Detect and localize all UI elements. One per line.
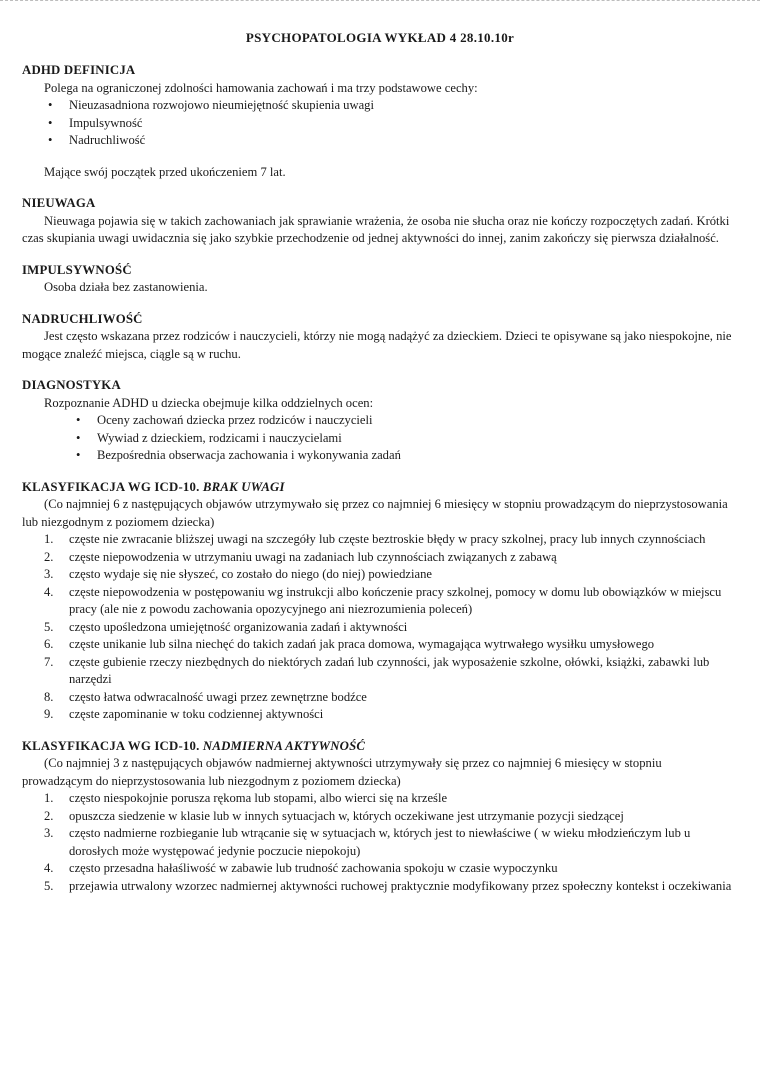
list-number: 4. <box>44 584 54 599</box>
list-number: 3. <box>44 826 54 840</box>
list-number: 7. <box>44 654 54 669</box>
section-diagnostyka <box>22 377 734 465</box>
list-number: 8. <box>44 689 54 704</box>
list-number: 6. <box>44 637 54 651</box>
section-brak-uwagi <box>22 479 734 724</box>
section-heading <box>22 479 734 497</box>
list-item: • Impulsywność <box>22 115 734 133</box>
section-intro: (Co najmniej 6 z następujących objawów utrzymywało się przez co najmniej 6 miesięcy w stopniu prowadzącym do nieprzystosowania lub niezgodnym z poziomem dziecka) <box>22 497 728 529</box>
list-number: 4. <box>44 861 54 875</box>
heading-emphasis: NADMIERNA AKTYWNOŚĆ <box>202 738 366 753</box>
list-item <box>22 654 734 689</box>
list-item <box>22 808 734 826</box>
list-item <box>22 706 734 724</box>
list-text: często niespokojnie porusza rękoma lub stopami, albo wierci się na krześle <box>69 791 448 805</box>
list-text: często nadmierne rozbieganie lub wtrącanie się w sytuacjach w, których jest to niewłaściwe ( w wieku młodzieńczym lub u dorosłych może występować jedynie poczucie niepokoju) <box>69 826 691 858</box>
list-item <box>22 636 734 654</box>
scan-edge <box>0 0 760 7</box>
section-nieuwaga <box>22 195 734 248</box>
list-text: częste gubienie rzeczy niezbędnych do niektórych zadań lub czynności, jak wyposażenie szkolne, ołówki, książki, zabawki lub narzędzi <box>69 654 710 686</box>
list-number: 1. <box>44 532 54 546</box>
list-text: często upośledzona umiejętność organizowania zadań i aktywności <box>69 619 408 634</box>
list-text: opuszcza siedzenie w klasie lub w innych sytuacjach w, których oczekiwane jest utrzymanie pozycji siedzącej <box>69 808 624 823</box>
list-item <box>22 531 734 549</box>
list-text: częste niepowodzenia w postępowaniu wg instrukcji albo kończenie pracy szkolnej, pomocy w domu lub obowiązków w miejscu pracy (ale nie z powodu zachowania opozycyjnego ani niezrozumienia poleceń) <box>69 584 722 616</box>
list-number: 9. <box>44 707 54 721</box>
numbered-list <box>22 531 734 724</box>
list-item: • Wywiad z dzieckiem, rodzicami i nauczycielami <box>22 430 734 448</box>
list-item <box>22 689 734 707</box>
numbered-list <box>22 790 734 895</box>
list-item: • Bezpośrednia obserwacja zachowania i wykonywania zadań <box>22 447 734 465</box>
list-text: często łatwa odwracalność uwagi przez zewnętrzne bodźce <box>69 689 367 704</box>
list-item: • Oceny zachowań dziecka przez rodziców i nauczycieli <box>22 412 734 430</box>
section-text: Nieuwaga pojawia się w takich zachowaniach jak sprawianie wrażenia, że osoba nie słucha oraz nie kończy rozpoczętych zadań. Krótki czas skupiania uwagi uwidacznia się jako szybkie przechodzenie od jednej aktywności do innej, zanim zakończy się pierwsza działalność. <box>22 213 730 245</box>
section-impulsywnosc <box>22 262 734 297</box>
list-item <box>22 825 734 860</box>
list-item <box>22 549 734 567</box>
list-text: częste nie zwracanie bliższej uwagi na szczegóły lub częste beztroskie błędy w pracy szkolnej, pracy lub innych czynnościach <box>69 532 706 546</box>
list-number: 5. <box>44 878 54 893</box>
section-heading: IMPULSYWNOŚĆ <box>22 262 132 277</box>
list-number: 5. <box>44 619 54 634</box>
document-content <box>22 62 734 909</box>
list-item: • Nadruchliwość <box>22 132 734 150</box>
list-number: 1. <box>44 791 54 805</box>
list-text: często przesadna hałaśliwość w zabawie lub trudność zachowania spokoju w czasie wypoczynku <box>69 861 558 875</box>
document-title: PSYCHOPATOLOGIA WYKŁAD 4 28.10.10r <box>245 30 515 45</box>
list-item <box>22 584 734 619</box>
list-number: 2. <box>44 808 54 823</box>
section-adhd-definicja <box>22 62 734 181</box>
list-item <box>22 566 734 584</box>
list-item <box>22 860 734 878</box>
heading-main: KLASYFIKACJA WG ICD-10. <box>22 738 200 753</box>
list-number: 2. <box>44 549 54 564</box>
list-text: częste unikanie lub silna niechęć do takich zadań jak praca domowa, wymagająca wytrwałego wysiłku umysłowego <box>69 637 655 651</box>
section-heading: ADHD DEFINICJA <box>22 63 136 77</box>
section-intro: Polega na ograniczonej zdolności hamowania zachowań i ma trzy podstawowe cechy: <box>44 80 478 95</box>
list-text: częste zapominanie w toku codziennej aktywności <box>69 707 324 721</box>
list-text: przejawia utrwalony wzorzec nadmiernej aktywności ruchowej praktycznie modyfikowany przez społeczny kontekst i oczekiwania <box>69 878 732 893</box>
bullet-list <box>22 412 734 465</box>
bullet-list <box>22 97 734 150</box>
section-heading: DIAGNOSTYKA <box>22 378 121 392</box>
section-text: Jest często wskazana przez rodziców i nauczycieli, którzy nie mogą nadążyć za dzieckiem. Dzieci te opisywane są jako niespokojne, nie mogące znaleźć miejsca, ciągle są w ruchu. <box>22 329 732 361</box>
section-heading: NIEUWAGA <box>22 196 96 210</box>
section-note: Mające swój początek przed ukończeniem 7 lat. <box>44 164 286 179</box>
list-item <box>22 790 734 808</box>
section-text: Osoba działa bez zastanowienia. <box>44 280 208 294</box>
section-heading <box>22 738 734 756</box>
section-heading: NADRUCHLIWOŚĆ <box>22 311 143 326</box>
section-nadruchliwosc <box>22 311 734 364</box>
heading-main: KLASYFIKACJA WG ICD-10. <box>22 479 200 494</box>
section-nadmierna-aktywnosc <box>22 738 734 896</box>
list-item <box>22 619 734 637</box>
list-number: 3. <box>44 567 54 581</box>
section-intro: Rozpoznanie ADHD u dziecka obejmuje kilka oddzielnych ocen: <box>44 395 374 410</box>
list-item <box>22 878 734 896</box>
heading-emphasis: BRAK UWAGI <box>202 479 285 494</box>
section-intro: (Co najmniej 3 z następujących objawów nadmiernej aktywności utrzymywały się przez co najmniej 6 miesięcy w stopniu prowadzącym do nieprzystosowania lub niezgodnym z poziomem dziecka) <box>22 756 662 788</box>
list-item: • Nieuzasadniona rozwojowo nieumiejętność skupienia uwagi <box>22 97 734 115</box>
list-text: częste niepowodzenia w utrzymaniu uwagi na zadaniach lub czynnościach związanych z zabawą <box>69 549 557 564</box>
list-text: często wydaje się nie słyszeć, co zostało do niego (do niej) powiedziane <box>69 567 432 581</box>
